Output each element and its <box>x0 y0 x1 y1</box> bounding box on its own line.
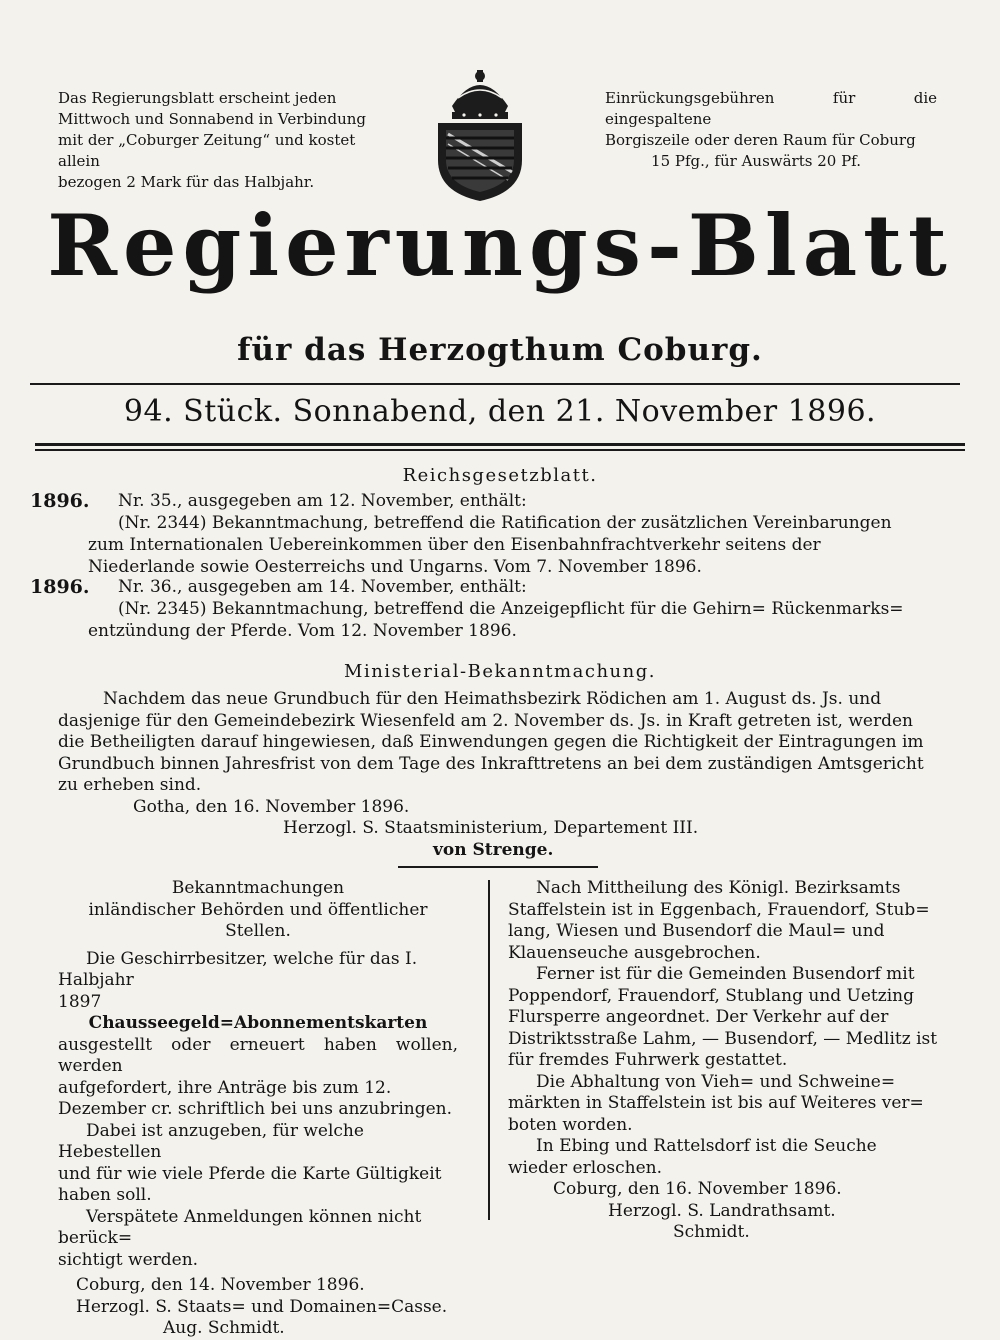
masthead-subtitle: für das Herzogthum Coburg. <box>237 332 763 368</box>
entry-year: 1896. <box>30 490 90 512</box>
paragraph-line: die Betheiligten darauf hingewiesen, daß Einwendungen gegen die Richtigkeit der Eintragungen im <box>58 732 924 752</box>
paragraph-line: lang, Wiesen und Busendorf die Maul= und <box>508 921 885 941</box>
paragraph-line: Flursperre angeordnet. Der Verkehr auf der <box>508 1007 889 1027</box>
paragraph-line: haben soll. <box>58 1185 152 1205</box>
header-right-line: Einrückungsgebühren für die eingespaltene <box>605 89 937 128</box>
entry-text: (Nr. 2344) Bekanntmachung, betreffend die Ratification der zusätzlichen Vereinbarungen <box>118 513 892 533</box>
law-gazette-entry <box>30 491 965 581</box>
paragraph-line: wieder erloschen. <box>508 1157 662 1178</box>
header-right-line: Borgiszeile oder deren Raum für Coburg <box>605 131 916 149</box>
paragraph-line: Die Geschirrbesitzer, welche für das I. Halbjahr <box>58 948 418 990</box>
signer: von Strenge. <box>433 839 554 860</box>
entry-line: Nr. 36., ausgegeben am 14. November, enthält: <box>118 577 527 597</box>
paragraph-line: für fremdes Fuhrwerk gestattet. <box>508 1050 788 1070</box>
header-right-line: 15 Pfg., für Auswärts 20 Pf. <box>651 152 861 170</box>
entry-text: zum Internationalen Uebereinkommen über den Eisenbahnfrachtverkehr seitens der <box>88 535 821 555</box>
header-left-line: bezogen 2 Mark für das Halbjahr. <box>58 173 315 191</box>
paragraph-line: Chausseegeld=Abonnementskarten <box>88 1013 428 1033</box>
place-date: Gotha, den 16. November 1896. <box>133 796 410 817</box>
entry-text: entzündung der Pferde. Vom 12. November 1896. <box>88 621 517 641</box>
paragraph-line: Grundbuch binnen Jahresfrist von dem Tage des Inkrafttretens an bei dem zuständigen Amtsgericht <box>58 753 924 774</box>
place-date: Coburg, den 16. November 1896. <box>553 1179 842 1199</box>
entry-text: Niederlande sowie Oesterreichs und Ungarns. Vom 7. November 1896. <box>88 557 702 577</box>
divider <box>35 443 965 446</box>
authority: Herzogl. S. Staats= und Domainen=Casse. <box>76 1296 448 1317</box>
subscription-info <box>58 88 388 193</box>
ministerial-text <box>58 689 963 861</box>
place-date: Coburg, den 14. November 1896. <box>76 1275 365 1295</box>
paragraph-line: märkten in Staffelstein ist bis auf Weiteres ver= <box>508 1093 924 1113</box>
advertising-rates <box>605 88 937 172</box>
section-heading: Ministerial-Bekanntmachung. <box>344 661 656 682</box>
paragraph-line: Nach Mittheilung des Königl. Bezirksamts <box>536 878 901 898</box>
paragraph-line: aufgefordert, ihre Anträge bis zum 12. <box>58 1077 392 1098</box>
column-heading: inländischer Behörden und öffentlicher Stellen. <box>88 899 428 941</box>
divider <box>35 449 965 451</box>
authority: Herzogl. S. Landrathsamt. <box>608 1200 836 1221</box>
header-left-line: Das Regierungsblatt erscheint jeden <box>58 89 337 107</box>
section-heading: Reichsgesetzblatt. <box>402 465 598 486</box>
issue-line: 94. Stück. Sonnabend, den 21. November 1896. <box>123 394 877 429</box>
divider <box>398 866 598 868</box>
column-divider <box>488 880 490 1220</box>
entry-line: Nr. 35., ausgegeben am 12. November, enthält: <box>118 491 527 511</box>
paragraph-line: In Ebing und Rattelsdorf ist die Seuche <box>536 1136 877 1156</box>
header-left-line: Mittwoch und Sonnabend in Verbindung <box>58 110 366 128</box>
signer: Aug. Schmidt. <box>163 1318 285 1338</box>
masthead-title: Regierungs-Blatt <box>47 196 953 295</box>
right-column <box>508 878 963 1244</box>
left-column <box>58 878 458 1340</box>
paragraph-line: Nachdem das neue Grundbuch für den Heimathsbezirk Rödichen am 1. August ds. Js. und <box>103 689 882 709</box>
paragraph-line: ausgestellt oder erneuert haben wollen, werden <box>58 1034 458 1076</box>
column-heading: Bekanntmachungen <box>171 878 345 898</box>
paragraph-line: dasjenige für den Gemeindebezirk Wiesenfeld am 2. November ds. Js. in Kraft getreten ist, werden <box>58 710 913 731</box>
paragraph-line: Dabei ist anzugeben, für welche Hebestellen <box>58 1120 364 1162</box>
paragraph-line: Staffelstein ist in Eggenbach, Frauendorf, Stub= <box>508 899 930 920</box>
paragraph-line: und für wie viele Pferde die Karte Gültigkeit <box>58 1163 442 1184</box>
paragraph-line: Verspätete Anmeldungen können nicht berück= <box>58 1206 422 1248</box>
entry-year: 1896. <box>30 576 90 598</box>
entry-text: (Nr. 2345) Bekanntmachung, betreffend die Anzeigepflicht für die Gehirn= Rückenmarks= <box>118 599 904 619</box>
paragraph-line: Ferner ist für die Gemeinden Busendorf mit <box>536 964 915 984</box>
paragraph-line: boten worden. <box>508 1114 633 1135</box>
law-gazette-entry <box>30 577 965 645</box>
coat-of-arms-icon <box>430 68 530 203</box>
paragraph-line: 1897 <box>58 991 102 1012</box>
divider <box>30 383 960 385</box>
authority: Herzogl. S. Staatsministerium, Departement III. <box>283 818 699 838</box>
paragraph-line: Dezember cr. schriftlich bei uns anzubringen. <box>58 1099 453 1119</box>
paragraph-line: Die Abhaltung von Vieh= und Schweine= <box>536 1071 896 1092</box>
paragraph-line: Distriktsstraße Lahm, — Busendorf, — Medlitz ist <box>508 1028 938 1049</box>
paragraph-line: Poppendorf, Frauendorf, Stublang und Uetzing <box>508 985 914 1006</box>
paragraph-line: Klauenseuche ausgebrochen. <box>508 942 761 963</box>
paragraph-line: zu erheben sind. <box>58 775 202 795</box>
signer: Schmidt. <box>673 1222 750 1242</box>
header-left-line: mit der „Coburger Zeitung“ und kostet allein <box>58 131 356 170</box>
paragraph-line: sichtigt werden. <box>58 1249 199 1270</box>
